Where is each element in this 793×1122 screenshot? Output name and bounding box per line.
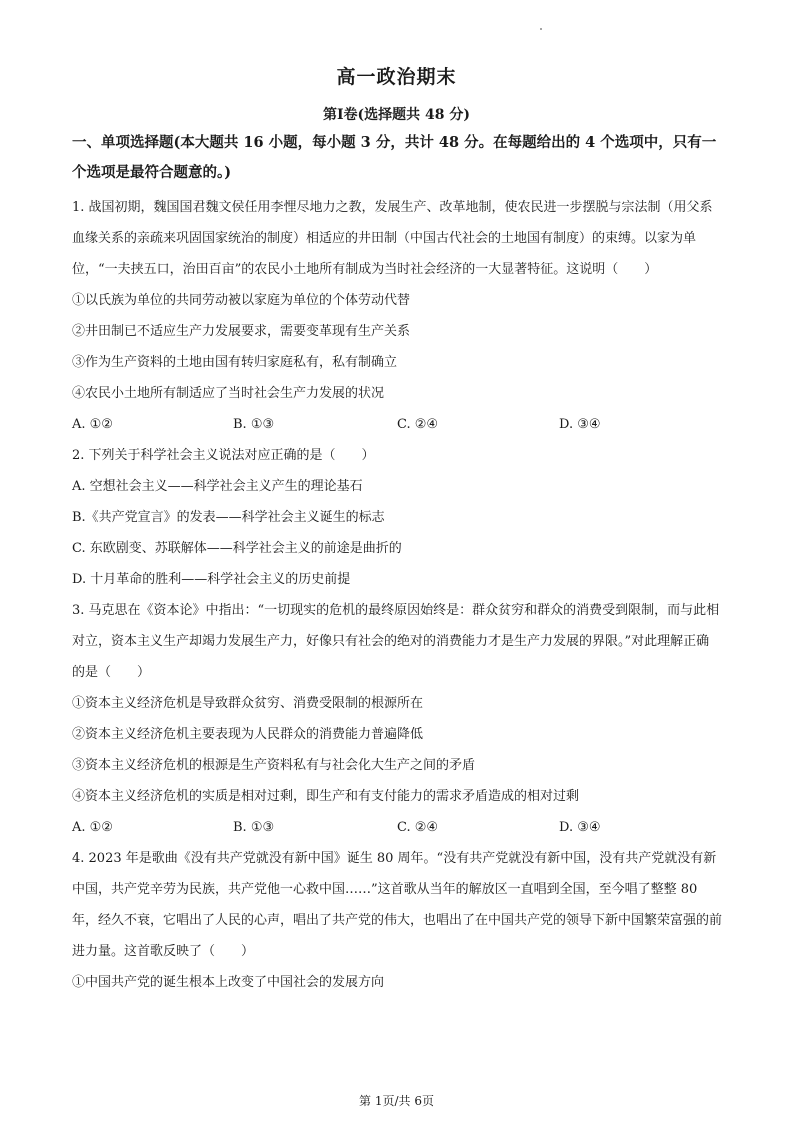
question-4 <box>72 843 722 998</box>
statement-item: ②井田制已不适应生产力发展要求，需要变革现有生产关系 <box>72 324 411 339</box>
statement-item: ②资本主义经济危机主要表现为人民群众的消费能力普遍降低 <box>72 727 424 742</box>
answer-options <box>72 409 722 440</box>
option-c[interactable]: C. 东欧剧变、苏联解体——科学社会主义的前途是曲折的 <box>72 541 402 556</box>
page-number: 第 1页/共 6页 <box>359 1094 434 1108</box>
scan-dot <box>540 28 542 30</box>
section-heading: 一、单项选择题(本大题共 16 小题，每小题 3 分，共计 48 分。在每题给出的 4 个选项中，只有一个选项是最符合题意的。) <box>72 134 717 181</box>
statement-item: ④农民小土地所有制适应了当时社会生产力发展的状况 <box>72 386 385 401</box>
option-b[interactable]: B. ①③ <box>233 820 275 835</box>
option-a[interactable]: A. ①② <box>72 820 113 835</box>
option-a[interactable]: A. 空想社会主义——科学社会主义产生的理论基石 <box>72 479 363 494</box>
statement-item: ③资本主义经济危机的根源是生产资料私有与社会化大生产之间的矛盾 <box>72 758 476 773</box>
question-stem: 1. 战国初期，魏国国君魏文侯任用李悝尽地力之教，发展生产、改革地制，使农民进一步摆脱与宗法制（用父系血缘关系的亲疏来巩固国家统治的制度）相适应的井田制（中国古代社会的土地国有制度）的束缚。以家为单位，“一夫挟五口，治田百亩”的农民小土地所有制成为当时社会经济的一大显著特征。这说明（ ） <box>72 200 713 277</box>
statement-item: ①以氏族为单位的共同劳动被以家庭为单位的个体劳动代替 <box>72 293 411 308</box>
option-b[interactable]: B. ①③ <box>233 417 275 432</box>
question-stem: 4. 2023 年是歌曲《没有共产党就没有新中国》诞生 80 周年。“没有共产党就没有新中国，没有共产党就没有新中国，共产党辛劳为民族，共产党他一心救中国……”这首歌从当年的解放区一直唱到全国，至今唱了整整 80 年，经久不衰，它唱出了人民的心声，唱出了共产党的伟大，也唱出了在中国共产党的领导下新中国繁荣富强的前进力量。这首歌反映了（ ） <box>72 851 723 959</box>
option-a[interactable]: A. ①② <box>72 417 113 432</box>
statement-item: ④资本主义经济危机的实质是相对过剩，即生产和有支付能力的需求矛盾造成的相对过剩 <box>72 789 580 804</box>
statement-item: ①中国共产党的诞生根本上改变了中国社会的发展方向 <box>72 975 385 990</box>
question-stem: 3. 马克思在《资本论》中指出：“一切现实的危机的最终原因始终是：群众贫穷和群众的消费受到限制，而与此相对立，资本主义生产却竭力发展生产力，好像只有社会的绝对的消费能力才是生产力发展的界限。”对此理解正确的是（ ） <box>72 603 720 680</box>
statement-item: ①资本主义经济危机是导致群众贫穷、消费受限制的根源所在 <box>72 696 424 711</box>
page-title: 高一政治期末 <box>336 66 457 88</box>
option-c[interactable]: C. ②④ <box>397 820 439 835</box>
question-1 <box>72 192 722 440</box>
question-3 <box>72 595 722 843</box>
option-d[interactable]: D. 十月革命的胜利——科学社会主义的历史前提 <box>72 572 351 587</box>
section-subtitle: 第Ⅰ卷(选择题共 48 分) <box>322 107 471 123</box>
statement-item: ③作为生产资料的土地由国有转归家庭私有，私有制确立 <box>72 355 398 370</box>
option-d[interactable]: D. ③④ <box>559 820 601 835</box>
question-stem: 2. 下列关于科学社会主义说法对应正确的是（ ） <box>72 448 375 463</box>
question-list <box>72 192 722 998</box>
question-2 <box>72 440 722 595</box>
option-c[interactable]: C. ②④ <box>397 417 439 432</box>
option-b[interactable]: B.《共产党宣言》的发表——科学社会主义诞生的标志 <box>72 510 385 525</box>
answer-options <box>72 812 722 843</box>
option-d[interactable]: D. ③④ <box>559 417 601 432</box>
